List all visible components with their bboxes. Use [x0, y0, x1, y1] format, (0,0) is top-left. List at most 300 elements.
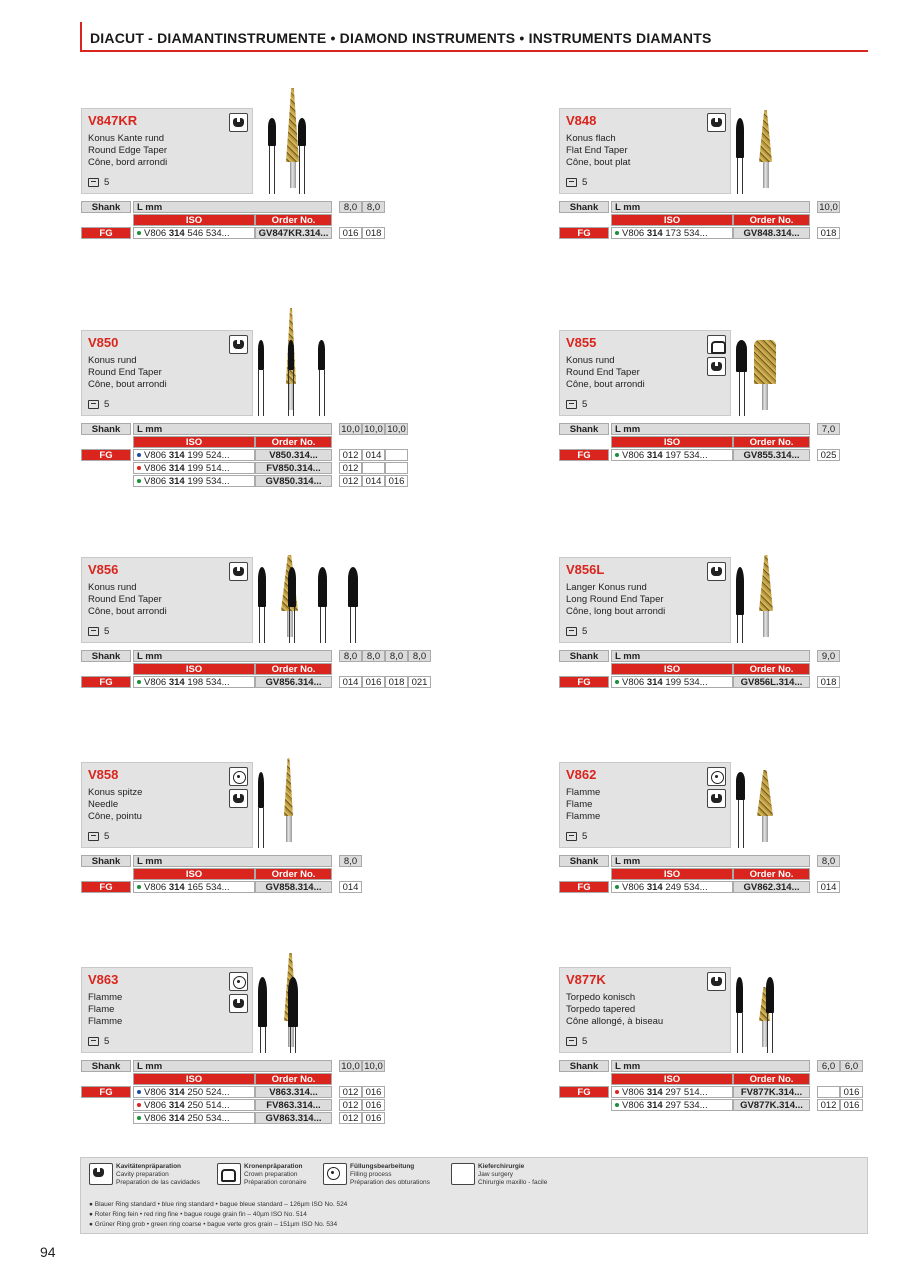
iso-number	[611, 676, 733, 688]
pack-icon	[566, 1037, 577, 1046]
iso-suffix: 199 534...	[662, 677, 708, 688]
usage-icons	[229, 335, 248, 354]
cavity-icon	[707, 562, 726, 581]
iso-suffix: 199 514...	[184, 463, 230, 474]
legend-text	[244, 1163, 307, 1187]
size-value: 018	[385, 676, 408, 688]
size-value: 012	[339, 1086, 362, 1098]
pack-count: 5	[582, 626, 588, 637]
iso-number	[133, 462, 255, 474]
order-number: FV877K.314...	[733, 1086, 810, 1098]
legend-item	[451, 1163, 547, 1187]
length-value: 8,0	[339, 201, 362, 213]
size-value: 014	[362, 475, 385, 487]
order-header: Order No.	[733, 868, 810, 880]
size-value	[817, 1086, 840, 1098]
order-header: Order No.	[733, 663, 810, 675]
length-value: 10,0	[385, 423, 408, 435]
length-value: 10,0	[339, 1060, 362, 1072]
shank-label: Shank	[559, 201, 609, 213]
iso-prefix: V806	[622, 882, 647, 893]
iso-suffix: 546 534...	[184, 228, 230, 239]
length-label: L mm	[133, 855, 332, 867]
iso-shank: 314	[646, 677, 663, 688]
legend-item	[323, 1163, 430, 1187]
iso-suffix: 297 514...	[662, 1087, 708, 1098]
cavity-icon	[707, 357, 726, 376]
iso-shank: 314	[646, 1087, 663, 1098]
pack-quantity	[88, 626, 109, 637]
order-header: Order No.	[733, 214, 810, 226]
legend-text	[350, 1163, 430, 1187]
iso-number	[133, 475, 255, 487]
size-value: 025	[817, 449, 840, 461]
pack-quantity	[566, 177, 587, 188]
length-value: 10,0	[362, 423, 385, 435]
iso-suffix: 250 524...	[184, 1087, 230, 1098]
usage-icons	[229, 972, 248, 1013]
length-value: 8,0	[339, 855, 362, 867]
product-card	[81, 330, 441, 490]
order-header: Order No.	[733, 436, 810, 448]
pack-icon	[566, 400, 577, 409]
shank-type: FG	[559, 1086, 609, 1098]
product-name-line: Flamme	[88, 1016, 123, 1027]
shank-label: Shank	[559, 650, 609, 662]
product-card	[559, 108, 900, 268]
order-number: FV850.314...	[255, 462, 332, 474]
legend	[80, 1157, 868, 1234]
length-value: 8,0	[408, 650, 431, 662]
product-code: V858	[88, 767, 119, 782]
iso-number	[133, 1099, 255, 1111]
iso-suffix: 198 534...	[184, 677, 230, 688]
iso-header: ISO	[133, 868, 255, 880]
silhouette-stem	[737, 1013, 743, 1053]
length-value: 8,0	[817, 855, 840, 867]
ring-dot-icon	[137, 1116, 141, 1120]
iso-shank: 314	[168, 882, 185, 893]
legend-text	[116, 1163, 200, 1187]
silhouette-tip	[348, 567, 358, 607]
size-value: 018	[362, 227, 385, 239]
iso-number	[133, 1086, 255, 1098]
pack-count: 5	[582, 177, 588, 188]
product-name-line: Flamme	[566, 811, 601, 822]
silhouette-tip	[736, 977, 743, 1013]
size-value: 016	[362, 1112, 385, 1124]
size-value: 014	[339, 881, 362, 893]
iso-suffix: 249 534...	[662, 882, 708, 893]
product-name-line: Konus rund	[88, 355, 137, 366]
product-code: V847KR	[88, 113, 138, 128]
ring-dot-icon	[615, 453, 619, 457]
bur-head	[759, 555, 773, 611]
pack-quantity	[566, 831, 587, 842]
iso-number	[133, 676, 255, 688]
legend-line: Crown preparation	[244, 1171, 298, 1178]
length-label: L mm	[133, 1060, 332, 1072]
shank-type: FG	[559, 227, 609, 239]
product-names	[566, 355, 645, 391]
legend-title: Füllungsbearbeitung	[350, 1163, 415, 1170]
filling-icon	[229, 972, 248, 991]
product-card	[559, 967, 900, 1127]
product-names	[566, 133, 630, 169]
iso-suffix: 250 514...	[184, 1100, 230, 1111]
length-value: 10,0	[339, 423, 362, 435]
ring-dot-icon	[137, 231, 141, 235]
size-value: 016	[339, 227, 362, 239]
iso-shank: 314	[646, 228, 663, 239]
iso-number	[133, 881, 255, 893]
product-name-line: Langer Konus rund	[566, 582, 647, 593]
silhouette-tip	[258, 977, 267, 1027]
size-value: 016	[385, 475, 408, 487]
iso-shank: 314	[168, 677, 185, 688]
length-label: L mm	[133, 423, 332, 435]
order-number: GV863.314...	[255, 1112, 332, 1124]
silhouette-tip	[318, 340, 325, 370]
silhouette-tip	[736, 772, 745, 800]
shank-type: FG	[559, 676, 609, 688]
product-info-box	[559, 557, 731, 643]
iso-number	[611, 1086, 733, 1098]
iso-prefix: V806	[144, 677, 169, 688]
bur-head	[759, 110, 772, 162]
iso-shank: 314	[168, 1100, 185, 1111]
product-card	[559, 762, 900, 922]
iso-prefix: V806	[144, 1087, 169, 1098]
iso-suffix: 297 534...	[662, 1100, 708, 1111]
product-name-line: Flat End Taper	[566, 145, 628, 156]
length-value: 10,0	[817, 201, 840, 213]
product-name-line: Konus flach	[566, 133, 616, 144]
iso-shank: 314	[168, 1087, 185, 1098]
length-label: L mm	[611, 423, 810, 435]
iso-shank: 314	[168, 450, 185, 461]
pack-count: 5	[104, 831, 110, 842]
iso-suffix: 165 534...	[184, 882, 230, 893]
size-value: 012	[339, 462, 362, 474]
size-value: 018	[817, 227, 840, 239]
product-info-box	[81, 967, 253, 1053]
iso-header: ISO	[133, 214, 255, 226]
usage-icons	[229, 113, 248, 132]
ring-legend	[89, 1200, 347, 1230]
size-value	[385, 449, 408, 461]
silhouette-stem	[739, 372, 745, 416]
shank-label: Shank	[81, 1060, 131, 1072]
product-name-line: Flamme	[566, 787, 601, 798]
bur-shaft	[763, 162, 769, 188]
length-value: 6,0	[840, 1060, 863, 1072]
size-value: 012	[817, 1099, 840, 1111]
silhouette-tip	[736, 567, 744, 615]
iso-header: ISO	[133, 1073, 255, 1085]
product-names	[566, 787, 600, 823]
product-name-line: Konus rund	[88, 582, 137, 593]
usage-icons	[707, 562, 726, 581]
size-value: 012	[339, 449, 362, 461]
iso-suffix: 199 534...	[184, 476, 230, 487]
size-value: 012	[339, 1099, 362, 1111]
silhouette-stem	[290, 1027, 296, 1053]
length-value: 8,0	[362, 201, 385, 213]
iso-number	[611, 449, 733, 461]
legend-text	[478, 1163, 547, 1187]
silhouette-tip	[736, 340, 747, 372]
ring-legend-line: ● Roter Ring fein • red ring fine • bague rouge grain fin – 40µm ISO No. 514	[89, 1211, 307, 1218]
product-name-line: Cône, bout arrondi	[566, 379, 645, 390]
legend-line: Préparation coronaire	[244, 1179, 307, 1186]
product-name-line: Cône, pointu	[88, 811, 142, 822]
shank-type: FG	[81, 449, 131, 461]
silhouette-stem	[269, 146, 275, 194]
length-label: L mm	[611, 650, 810, 662]
bur-head	[757, 770, 773, 816]
iso-prefix: V806	[144, 1100, 169, 1111]
product-name-line: Round End Taper	[88, 367, 162, 378]
cavity-icon	[229, 113, 248, 132]
shank-type: FG	[559, 881, 609, 893]
length-label: L mm	[611, 201, 810, 213]
pack-count: 5	[104, 177, 110, 188]
surgery-icon	[451, 1163, 475, 1185]
shank-type: FG	[81, 881, 131, 893]
ring-dot-icon	[137, 1103, 141, 1107]
usage-icons	[229, 562, 248, 581]
pack-icon	[566, 832, 577, 841]
ring-dot-icon	[615, 885, 619, 889]
pack-quantity	[566, 626, 587, 637]
product-code: V877K	[566, 972, 606, 987]
length-value: 8,0	[339, 650, 362, 662]
iso-prefix: V806	[144, 463, 169, 474]
product-name-line: Konus Kante rund	[88, 133, 165, 144]
pack-quantity	[88, 831, 109, 842]
iso-prefix: V806	[144, 1113, 169, 1124]
silhouette-tip	[288, 340, 294, 370]
iso-prefix: V806	[144, 882, 169, 893]
cavity-icon	[229, 335, 248, 354]
iso-number	[611, 881, 733, 893]
product-names	[88, 787, 142, 823]
legend-line: Chirurgie maxillo - facile	[478, 1179, 548, 1186]
silhouette-stem	[767, 1013, 773, 1053]
iso-suffix: 197 534...	[662, 450, 708, 461]
legend-title: Kavitätenpräparation	[116, 1163, 182, 1170]
shank-label: Shank	[559, 423, 609, 435]
cavity-icon	[229, 789, 248, 808]
order-number: V850.314...	[255, 449, 332, 461]
iso-number	[611, 1099, 733, 1111]
product-name-line: Needle	[88, 799, 119, 810]
product-info-box	[559, 967, 731, 1053]
shank-label: Shank	[81, 855, 131, 867]
pack-count: 5	[582, 831, 588, 842]
cavity-icon	[707, 789, 726, 808]
iso-suffix: 173 534...	[662, 228, 708, 239]
size-value: 016	[840, 1099, 863, 1111]
shank-label: Shank	[81, 423, 131, 435]
silhouette-stem	[738, 800, 744, 848]
shank-type: FG	[81, 676, 131, 688]
order-number: GV850.314...	[255, 475, 332, 487]
iso-suffix: 199 524...	[184, 450, 230, 461]
ring-dot-icon	[615, 1103, 619, 1107]
order-header: Order No.	[255, 663, 332, 675]
iso-shank: 314	[168, 476, 185, 487]
silhouette-stem	[258, 370, 264, 416]
legend-item	[89, 1163, 200, 1187]
product-code: V856L	[566, 562, 605, 577]
usage-icons	[707, 767, 726, 808]
order-number: GV856L.314...	[733, 676, 810, 688]
legend-line: Filling process	[350, 1171, 392, 1178]
product-name-line: Cône, bout arrondi	[88, 606, 167, 617]
product-name-line: Cône, bout arrondi	[88, 379, 167, 390]
pack-icon	[566, 178, 577, 187]
size-value: 016	[362, 1099, 385, 1111]
size-value: 012	[339, 475, 362, 487]
iso-number	[133, 1112, 255, 1124]
iso-prefix: V806	[622, 450, 647, 461]
ring-legend-line: ● Grüner Ring grob • green ring coarse • bague verte gros grain – 151µm ISO No. 534	[89, 1221, 338, 1228]
pack-quantity	[566, 1036, 587, 1047]
bur-head	[754, 340, 776, 384]
order-number: GV862.314...	[733, 881, 810, 893]
order-number: FV863.314...	[255, 1099, 332, 1111]
silhouette-stem	[737, 615, 743, 643]
cavity-icon	[707, 972, 726, 991]
silhouette-tip	[298, 118, 306, 146]
cavity-icon	[707, 113, 726, 132]
shank-label: Shank	[81, 201, 131, 213]
bur-shaft	[286, 816, 292, 842]
order-number: GV858.314...	[255, 881, 332, 893]
iso-prefix: V806	[144, 476, 169, 487]
product-name-line: Cône, long bout arrondi	[566, 606, 666, 617]
iso-suffix: 250 534...	[184, 1113, 230, 1124]
pack-count: 5	[104, 626, 110, 637]
iso-shank: 314	[646, 882, 663, 893]
silhouette-stem	[288, 370, 294, 416]
size-value: 016	[362, 676, 385, 688]
product-info-box	[81, 762, 253, 848]
product-info-box	[559, 762, 731, 848]
iso-prefix: V806	[622, 677, 647, 688]
silhouette-tip	[258, 567, 266, 607]
iso-header: ISO	[133, 436, 255, 448]
product-code: V856	[88, 562, 119, 577]
product-info-box	[559, 330, 731, 416]
product-card	[81, 762, 441, 922]
ring-dot-icon	[137, 453, 141, 457]
pack-icon	[88, 832, 99, 841]
product-name-line: Flamme	[88, 992, 123, 1003]
size-value	[362, 462, 385, 474]
size-value: 014	[817, 881, 840, 893]
iso-header: ISO	[611, 1073, 733, 1085]
ring-dot-icon	[615, 1090, 619, 1094]
iso-shank: 314	[168, 228, 185, 239]
product-name-line: Torpedo konisch	[566, 992, 636, 1003]
legend-line: Préparation des obturations	[350, 1179, 430, 1186]
silhouette-stem	[320, 607, 326, 643]
order-number: GV848.314...	[733, 227, 810, 239]
usage-icons	[707, 113, 726, 132]
shank-type: FG	[559, 449, 609, 461]
ring-dot-icon	[137, 885, 141, 889]
product-info-box	[81, 557, 253, 643]
order-number: GV855.314...	[733, 449, 810, 461]
usage-icons	[707, 335, 726, 376]
silhouette-stem	[259, 607, 265, 643]
shank-type: FG	[81, 1086, 131, 1098]
ring-dot-icon	[615, 680, 619, 684]
shank-label: Shank	[559, 855, 609, 867]
pack-quantity	[88, 399, 109, 410]
cavity-icon	[229, 562, 248, 581]
ring-dot-icon	[615, 231, 619, 235]
order-number: GV856.314...	[255, 676, 332, 688]
shank-label: Shank	[81, 650, 131, 662]
iso-header: ISO	[611, 436, 733, 448]
length-value: 8,0	[385, 650, 408, 662]
product-card	[559, 330, 900, 490]
order-header: Order No.	[255, 868, 332, 880]
iso-prefix: V806	[144, 228, 169, 239]
iso-shank: 314	[646, 1100, 663, 1111]
product-names	[566, 992, 663, 1028]
size-value: 014	[362, 449, 385, 461]
order-header: Order No.	[255, 1073, 332, 1085]
usage-icons	[707, 972, 726, 991]
filling-icon	[229, 767, 248, 786]
pack-count: 5	[582, 399, 588, 410]
shank-type: FG	[81, 227, 131, 239]
product-code: V848	[566, 113, 597, 128]
product-name-line: Round Edge Taper	[88, 145, 168, 156]
silhouette-tip	[318, 567, 327, 607]
product-name-line: Konus rund	[566, 355, 615, 366]
product-names	[88, 582, 167, 618]
order-header: Order No.	[255, 214, 332, 226]
product-name-line: Long Round End Taper	[566, 594, 664, 605]
pack-quantity	[566, 399, 587, 410]
length-label: L mm	[611, 1060, 810, 1072]
product-name-line: Flame	[566, 799, 593, 810]
product-card	[81, 557, 441, 717]
ring-legend-line: ● Blauer Ring standard • blue ring standard • bague bleue standard – 126µm ISO No. 524	[89, 1201, 348, 1208]
product-name-line: Torpedo tapered	[566, 1004, 636, 1015]
product-name-line: Cône, bout plat	[566, 157, 631, 168]
product-name-line: Flame	[88, 1004, 115, 1015]
pack-quantity	[88, 177, 109, 188]
silhouette-stem	[737, 158, 743, 194]
length-value: 9,0	[817, 650, 840, 662]
order-number: GV877K.314...	[733, 1099, 810, 1111]
legend-title: Kieferchirurgie	[478, 1163, 525, 1170]
product-code: V863	[88, 972, 119, 987]
page-number: 94	[40, 1244, 56, 1260]
product-name-line: Cône allongé, à biseau	[566, 1016, 664, 1027]
pack-quantity	[88, 1036, 109, 1047]
size-value	[385, 462, 408, 474]
crown-icon	[217, 1163, 241, 1185]
silhouette-tip	[736, 118, 744, 158]
